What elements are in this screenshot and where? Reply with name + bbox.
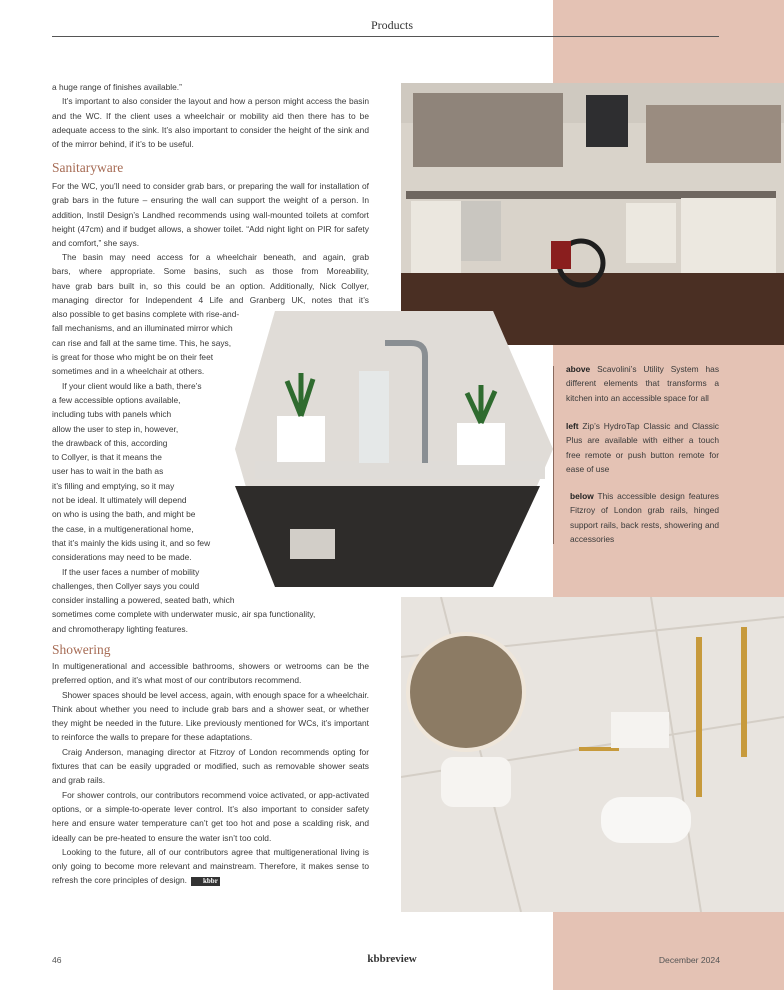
text-line: managing director for Independent 4 Life and Granberg UK, notes that it’s (52, 294, 369, 305)
showering-text (52, 659, 369, 888)
text-line: can rise and fall at the same time. This, he says, (52, 337, 232, 348)
showering-paragraph: Craig Anderson, managing director at Fitzroy of London recommends opting for fixtures that can be easily upgraded or modified, such as removable shower seats and grab rails. (52, 746, 369, 786)
header-rule (52, 36, 719, 37)
text-line: bars, where appropriate. Some basins, such as those from Moreability, (52, 266, 369, 277)
end-mark-logo: kbbr (191, 877, 220, 886)
intro-text (52, 80, 369, 151)
caption-below (570, 489, 719, 546)
caption-text: This accessible design features Fitzroy of London grab rails, hinged support rails, back rests, showering and accessories (570, 491, 719, 544)
text-line: a few accessible options available, (52, 394, 181, 405)
text-line: the case, in a multigenerational home, (52, 523, 194, 534)
caption-text: Scavolini’s Utility System has different elements that transforms a kitchen into an accessible space for all (566, 364, 720, 403)
text-line: sometimes and in a wheelchair at others. (52, 366, 205, 377)
text-line: have grab bars built in, so this could be an option. Additionally, Nick Collyer, (52, 280, 369, 291)
sanitaryware-wrap-text (52, 250, 369, 636)
text-line: to Collyer, is that it means the (52, 452, 162, 463)
caption-label: above (566, 364, 591, 374)
text-line: fall mechanisms, and an illuminated mirror which (52, 323, 233, 334)
heading-showering: Showering (52, 642, 111, 657)
text-line: also possible to get basins complete with rise-and- (52, 309, 240, 320)
section-label: Products (371, 18, 413, 32)
heading-sanitaryware: Sanitaryware (52, 160, 124, 175)
intro-paragraph: It’s important to also consider the layout and how a person might access the basin and the WC. If the client uses a wheelchair or mobility aid then there has to be adequate access to the sink. It’s also important to consider the height of the sink and of the mirror behind, if it’s to be useful. (52, 96, 369, 150)
text-line: user has to wait in the bath as (52, 466, 164, 477)
text-line: challenges, then Collyer says you could (52, 580, 200, 591)
kitchen-photo (401, 83, 784, 345)
showering-paragraph: For shower controls, our contributors recommend voice activated, or app-activated options, or a simple-to-operate lever control. It’s also important to consider safety here and ensure water temperature can’t get too hot and pose a scalding risk, and ideally can be pre-heated to ensure the water isn’t too cold. (52, 789, 369, 843)
caption-above (566, 362, 719, 405)
text-line: If your client would like a bath, there’s (62, 380, 202, 391)
text-line: and chromotherapy lighting features. (52, 623, 188, 634)
sanitaryware-paragraph: For the WC, you’ll need to consider grab bars, or preparing the wall for installation of grab bars in the future – ensuring the wall can support the weight of a person. In addition, Instil Design’s Landhed recommends using wall-mounted toilets at comfort height (47cm) and if budget allows, a shower toilet. “Add night light on PIR for safety and comfort,” she says. (52, 181, 369, 249)
text-line: it’s filling and emptying, so it may (52, 480, 175, 491)
intro-paragraph: a huge range of finishes available.” (52, 82, 182, 92)
caption-divider (553, 366, 554, 544)
showering-paragraph: Shower spaces should be level access, again, with enough space for a wheelchair. Think about whether you need to include grab bars and a shower seat, or whether they might be needed in the future. Like previously mentioned for WCs, it’s important to reinforce the walls to prepare for these adaptations. (52, 689, 369, 743)
text-line: the drawback of this, according (52, 437, 168, 448)
caption-label: below (570, 491, 594, 501)
text-line: sometimes come complete with underwater music, air spa functionality, (52, 609, 316, 620)
sanitaryware-text (52, 179, 369, 250)
text-line: not be ideal. It ultimately will depend (52, 495, 187, 506)
caption-text: Zip’s HydroTap Classic and Classic Plus are available with either a touch free remote or push button remote for ease of use (566, 421, 719, 474)
text-line: that it’s mainly the kids using it, and so few (52, 537, 211, 548)
magazine-name: kbbreview (367, 953, 417, 965)
caption-left (566, 419, 719, 476)
text-line: allow the user to step in, however, (52, 423, 179, 434)
showering-last-text: Looking to the future, all of our contributors agree that multigenerational living is only going to become more relevant and mainstream. Therefore, it makes sense to refresh the core principles of design. (52, 846, 369, 886)
bathroom-photo (401, 597, 784, 912)
text-line: If the user faces a number of mobility (62, 566, 200, 577)
caption-label: left (566, 421, 579, 431)
page-number: 46 (52, 955, 62, 965)
text-line: considerations may need to be made. (52, 552, 192, 563)
showering-paragraph (52, 845, 369, 888)
text-line: including tubs with panels which (52, 409, 172, 420)
text-line: on who is using the bath, and might be (52, 509, 196, 520)
text-line: The basin may need access for a wheelchair beneath, and again, grab (62, 252, 369, 262)
issue-date: December 2024 (658, 955, 720, 965)
text-line: is great for those who might be on their feet (52, 352, 214, 363)
text-line: consider installing a powered, seated bath, which (52, 595, 235, 606)
showering-paragraph: In multigenerational and accessible bathrooms, showers or wetrooms can be the preferred option, and it’s what most of our contributors recommend. (52, 661, 369, 686)
